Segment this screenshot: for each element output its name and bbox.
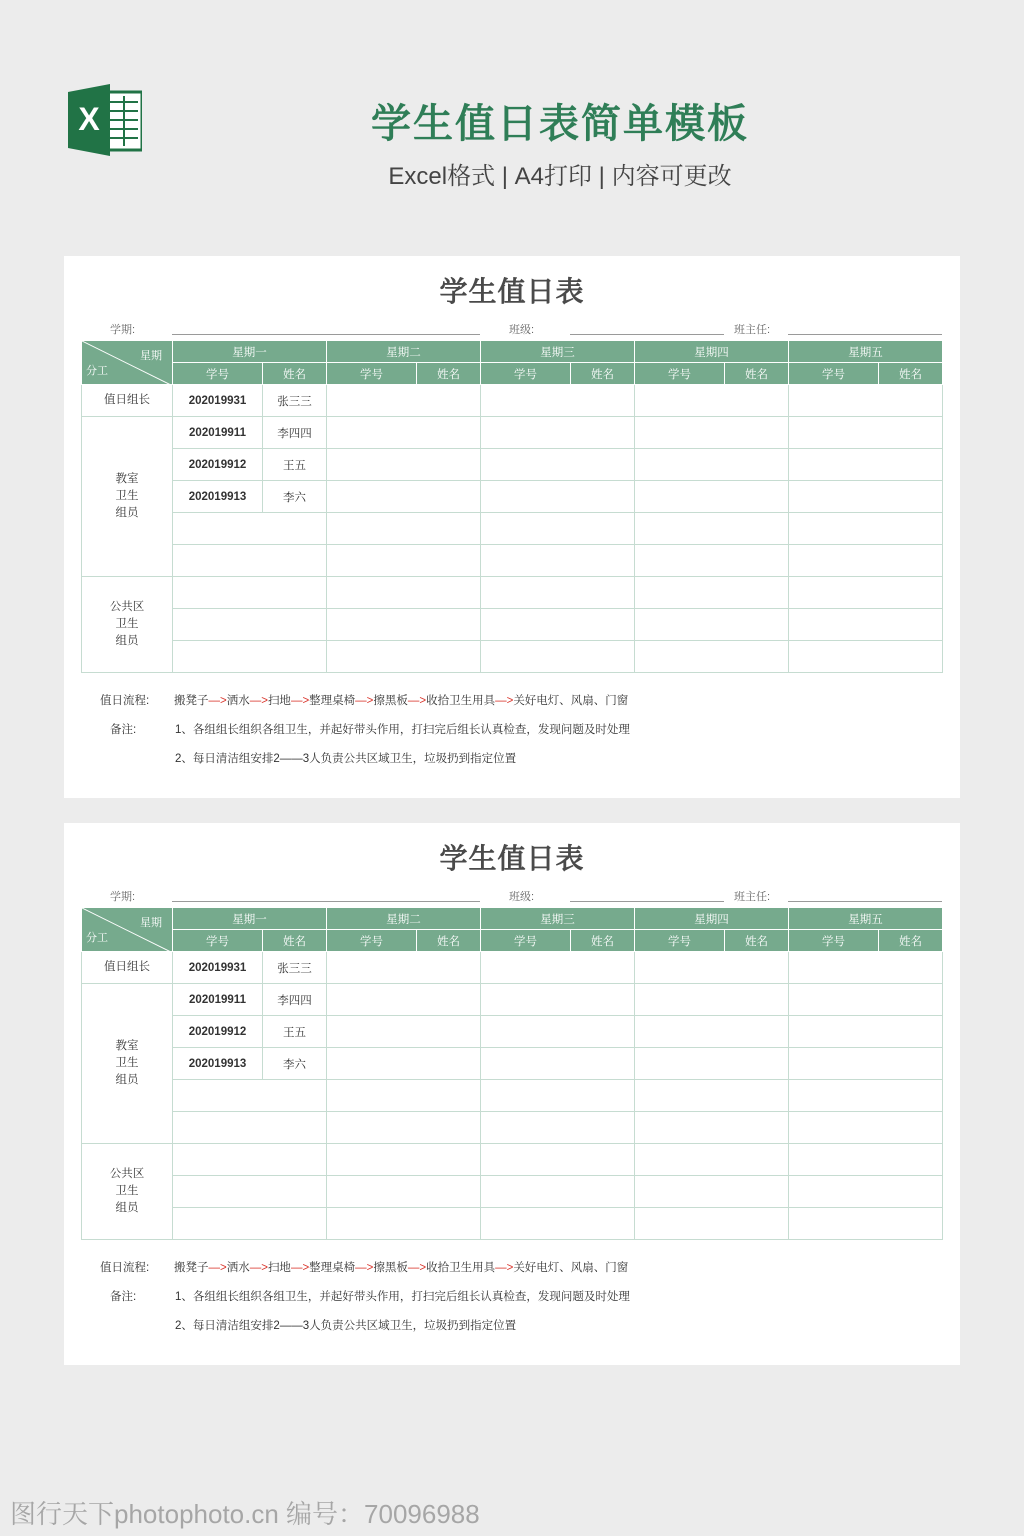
watermark: 图行天下photophoto.cn 编号：70096988 (10, 1499, 480, 1529)
page-subtitle: Excel格式 | A4打印 | 内容可更改 (388, 163, 732, 190)
student-id-cell[interactable]: 202019912 (173, 1016, 263, 1048)
duty-cell[interactable] (481, 545, 635, 577)
flow-step: 收拾卫生用具 (426, 695, 496, 707)
day-header: 星期三 (481, 341, 635, 363)
student-name-header: 姓名 (417, 930, 481, 952)
duty-cell[interactable] (481, 952, 635, 984)
flow-arrow: —> (495, 1262, 514, 1274)
duty-cell[interactable] (481, 1112, 635, 1144)
student-id-header: 学号 (327, 363, 417, 385)
duty-cell[interactable] (327, 577, 481, 609)
flow-arrow: —> (290, 695, 310, 707)
role-public (82, 577, 173, 673)
duty-cell[interactable] (173, 1208, 327, 1240)
student-id-header: 学号 (635, 363, 725, 385)
duty-cell[interactable] (481, 481, 635, 513)
student-name-header: 姓名 (879, 930, 943, 952)
duty-cell[interactable] (635, 577, 789, 609)
page-title: 学生值日表简单模板 (371, 102, 749, 146)
flow-arrow: —> (355, 1262, 374, 1274)
duty-cell[interactable] (635, 385, 789, 417)
duty-cell[interactable] (789, 1016, 943, 1048)
note-item: 2、每日清洁组安排2——3人负责公共区域卫生，垃圾扔到指定位置 (175, 753, 517, 765)
class-input-line[interactable] (570, 901, 724, 902)
duty-cell[interactable] (789, 577, 943, 609)
corner-weekday-label: 星期 (140, 350, 162, 362)
duty-cell[interactable] (635, 1208, 789, 1240)
duty-cell[interactable] (481, 1144, 635, 1176)
corner-role-label: 分工 (86, 932, 108, 944)
flow-arrow: —> (249, 1262, 268, 1274)
duty-cell[interactable] (635, 417, 789, 449)
student-name-cell[interactable]: 李六 (263, 481, 327, 513)
flow-arrow: —> (495, 695, 514, 707)
student-id-header: 学号 (327, 930, 417, 952)
duty-cell[interactable] (481, 1048, 635, 1080)
flow-step: 洒水 (226, 1262, 250, 1274)
duty-cell[interactable] (327, 1176, 481, 1208)
duty-cell[interactable] (173, 577, 327, 609)
corner-header (82, 908, 173, 952)
student-name-header: 姓名 (263, 363, 327, 385)
duty-cell[interactable] (173, 1176, 327, 1208)
duty-cell[interactable] (173, 513, 327, 545)
role-leader: 值日组长 (82, 952, 173, 984)
teacher-input-line[interactable] (788, 334, 942, 335)
student-id-cell[interactable]: 202019913 (173, 481, 263, 513)
duty-cell[interactable] (635, 481, 789, 513)
teacher-label: 班主任: (734, 324, 771, 336)
flow-label: 值日流程: (100, 1262, 150, 1274)
student-name-header: 姓名 (571, 363, 635, 385)
student-id-header: 学号 (173, 363, 263, 385)
student-name-header: 姓名 (879, 363, 943, 385)
duty-cell[interactable] (789, 1112, 943, 1144)
duty-cell[interactable] (173, 1144, 327, 1176)
flow-step: 搬凳子 (174, 695, 209, 707)
duty-cell[interactable] (789, 984, 943, 1016)
duty-cell[interactable] (481, 609, 635, 641)
note-item: 2、每日清洁组安排2——3人负责公共区域卫生，垃圾扔到指定位置 (175, 1320, 517, 1332)
duty-cell[interactable] (481, 1016, 635, 1048)
student-name-header: 姓名 (571, 930, 635, 952)
student-id-header: 学号 (789, 363, 879, 385)
duty-cell[interactable] (327, 513, 481, 545)
student-name-cell[interactable]: 李四四 (263, 984, 327, 1016)
duty-flow (100, 1259, 628, 1275)
duty-cell[interactable] (327, 449, 481, 481)
notes-label: 备注: (110, 724, 137, 736)
flow-step: 擦黑板 (373, 1262, 408, 1274)
flow-step: 搬凳子 (174, 1262, 209, 1274)
teacher-label: 班主任: (734, 891, 771, 903)
class-input-line[interactable] (570, 334, 724, 335)
notes-label: 备注: (110, 1291, 137, 1303)
duty-cell[interactable] (635, 1112, 789, 1144)
duty-cell[interactable] (327, 1208, 481, 1240)
student-name-cell[interactable]: 李六 (263, 1048, 327, 1080)
duty-cell[interactable] (635, 513, 789, 545)
duty-cell[interactable] (789, 1080, 943, 1112)
duty-cell[interactable] (173, 641, 327, 673)
duty-cell[interactable] (481, 641, 635, 673)
role-classroom (82, 417, 173, 577)
student-id-cell[interactable]: 202019912 (173, 449, 263, 481)
duty-cell[interactable] (635, 952, 789, 984)
duty-cell[interactable] (327, 1080, 481, 1112)
student-id-cell[interactable]: 202019931 (173, 952, 263, 984)
flow-arrow: —> (407, 695, 427, 707)
student-name-cell[interactable]: 王五 (263, 449, 327, 481)
flow-step: 扫地 (267, 695, 291, 707)
duty-cell[interactable] (635, 545, 789, 577)
student-id-cell[interactable]: 202019911 (173, 984, 263, 1016)
duty-cell[interactable] (635, 1144, 789, 1176)
duty-cell[interactable] (635, 609, 789, 641)
duty-sheet-1 (64, 256, 960, 798)
duty-table (81, 907, 943, 1240)
note-item: 1、各组组长组织各组卫生，并起好带头作用，打扫完后组长认真检查，发现问题及时处理 (175, 1291, 630, 1303)
class-label: 班级: (509, 891, 535, 903)
duty-cell[interactable] (327, 385, 481, 417)
role-classroom-label: 教室 卫生 组员 (115, 473, 139, 519)
student-id-header: 学号 (481, 930, 571, 952)
duty-cell[interactable] (481, 1080, 635, 1112)
flow-arrow: —> (249, 695, 268, 707)
duty-cell[interactable] (789, 385, 943, 417)
duty-cell[interactable] (327, 1144, 481, 1176)
duty-cell[interactable] (789, 545, 943, 577)
role-public-label: 公共区 卫生 组员 (109, 601, 145, 647)
flow-step: 整理桌椅 (309, 695, 356, 707)
flow-step: 收拾卫生用具 (426, 1262, 496, 1274)
flow-arrow: —> (290, 1262, 310, 1274)
duty-cell[interactable] (481, 984, 635, 1016)
duty-cell[interactable] (173, 1112, 327, 1144)
student-name-cell[interactable]: 李四四 (263, 417, 327, 449)
duty-cell[interactable] (789, 609, 943, 641)
day-header: 星期五 (789, 341, 943, 363)
corner-header (82, 341, 173, 385)
duty-cell[interactable] (789, 481, 943, 513)
flow-step: 扫地 (267, 1262, 291, 1274)
duty-cell[interactable] (481, 385, 635, 417)
duty-cell[interactable] (789, 417, 943, 449)
student-name-header: 姓名 (725, 930, 789, 952)
student-id-cell[interactable]: 202019931 (173, 385, 263, 417)
duty-cell[interactable] (327, 545, 481, 577)
duty-cell[interactable] (789, 1176, 943, 1208)
day-header: 星期三 (481, 908, 635, 930)
duty-cell[interactable] (327, 984, 481, 1016)
flow-step: 擦黑板 (373, 695, 408, 707)
duty-cell[interactable] (789, 952, 943, 984)
duty-cell[interactable] (481, 1208, 635, 1240)
duty-cell[interactable] (635, 1176, 789, 1208)
duty-cell[interactable] (327, 1048, 481, 1080)
term-label: 学期: (110, 891, 136, 903)
duty-cell[interactable] (327, 609, 481, 641)
duty-cell[interactable] (173, 545, 327, 577)
flow-arrow: —> (355, 695, 374, 707)
role-classroom-label: 教室 卫生 组员 (115, 1040, 139, 1086)
day-header: 星期二 (327, 341, 481, 363)
flow-label: 值日流程: (100, 695, 150, 707)
student-id-header: 学号 (635, 930, 725, 952)
day-header: 星期一 (173, 908, 327, 930)
duty-cell[interactable] (635, 1080, 789, 1112)
duty-cell[interactable] (481, 513, 635, 545)
role-leader: 值日组长 (82, 385, 173, 417)
student-name-cell[interactable]: 张三三 (263, 385, 327, 417)
term-input-line[interactable] (172, 334, 480, 335)
corner-weekday-label: 星期 (140, 917, 162, 929)
class-label: 班级: (509, 324, 535, 336)
duty-cell[interactable] (789, 449, 943, 481)
flow-arrow: —> (208, 695, 227, 707)
day-header: 星期四 (635, 908, 789, 930)
duty-cell[interactable] (789, 1048, 943, 1080)
duty-cell[interactable] (635, 1016, 789, 1048)
student-name-cell[interactable]: 王五 (263, 1016, 327, 1048)
sheet-title: 学生值日表 (439, 843, 585, 874)
note-item: 1、各组组长组织各组卫生，并起好带头作用，打扫完后组长认真检查，发现问题及时处理 (175, 724, 630, 736)
teacher-input-line[interactable] (788, 901, 942, 902)
duty-cell[interactable] (789, 513, 943, 545)
student-id-header: 学号 (481, 363, 571, 385)
duty-cell[interactable] (327, 417, 481, 449)
duty-cell[interactable] (635, 449, 789, 481)
student-name-header: 姓名 (263, 930, 327, 952)
duty-cell[interactable] (481, 417, 635, 449)
duty-cell[interactable] (481, 1176, 635, 1208)
student-name-header: 姓名 (417, 363, 481, 385)
duty-cell[interactable] (173, 609, 327, 641)
duty-sheet-2 (64, 823, 960, 1365)
duty-cell[interactable] (635, 1048, 789, 1080)
duty-cell[interactable] (327, 481, 481, 513)
role-public-label: 公共区 卫生 组员 (109, 1168, 145, 1214)
term-input-line[interactable] (172, 901, 480, 902)
duty-cell[interactable] (635, 641, 789, 673)
day-header: 星期五 (789, 908, 943, 930)
student-id-header: 学号 (173, 930, 263, 952)
term-label: 学期: (110, 324, 136, 336)
student-id-header: 学号 (789, 930, 879, 952)
duty-flow (100, 692, 628, 708)
duty-cell[interactable] (789, 641, 943, 673)
duty-cell[interactable] (327, 952, 481, 984)
flow-step: 洒水 (226, 695, 250, 707)
day-header: 星期二 (327, 908, 481, 930)
duty-cell[interactable] (635, 984, 789, 1016)
student-id-cell[interactable]: 202019913 (173, 1048, 263, 1080)
duty-cell[interactable] (327, 1112, 481, 1144)
corner-role-label: 分工 (86, 365, 108, 377)
duty-cell[interactable] (173, 1080, 327, 1112)
student-name-header: 姓名 (725, 363, 789, 385)
flow-arrow: —> (407, 1262, 427, 1274)
day-header: 星期四 (635, 341, 789, 363)
sheet-title: 学生值日表 (439, 276, 585, 307)
duty-cell[interactable] (327, 641, 481, 673)
flow-step: 关好电灯、风扇、门窗 (513, 1262, 629, 1274)
duty-cell[interactable] (789, 1144, 943, 1176)
student-name-cell[interactable]: 张三三 (263, 952, 327, 984)
role-public (82, 1144, 173, 1240)
flow-step: 关好电灯、风扇、门窗 (513, 695, 629, 707)
duty-cell[interactable] (481, 449, 635, 481)
day-header: 星期一 (173, 341, 327, 363)
flow-arrow: —> (208, 1262, 227, 1274)
student-id-cell[interactable]: 202019911 (173, 417, 263, 449)
duty-cell[interactable] (481, 577, 635, 609)
flow-step: 整理桌椅 (309, 1262, 356, 1274)
duty-cell[interactable] (789, 1208, 943, 1240)
duty-table (81, 340, 943, 673)
role-classroom (82, 984, 173, 1144)
duty-cell[interactable] (327, 1016, 481, 1048)
logo-letter: X (78, 101, 100, 137)
excel-logo-icon (68, 84, 142, 156)
